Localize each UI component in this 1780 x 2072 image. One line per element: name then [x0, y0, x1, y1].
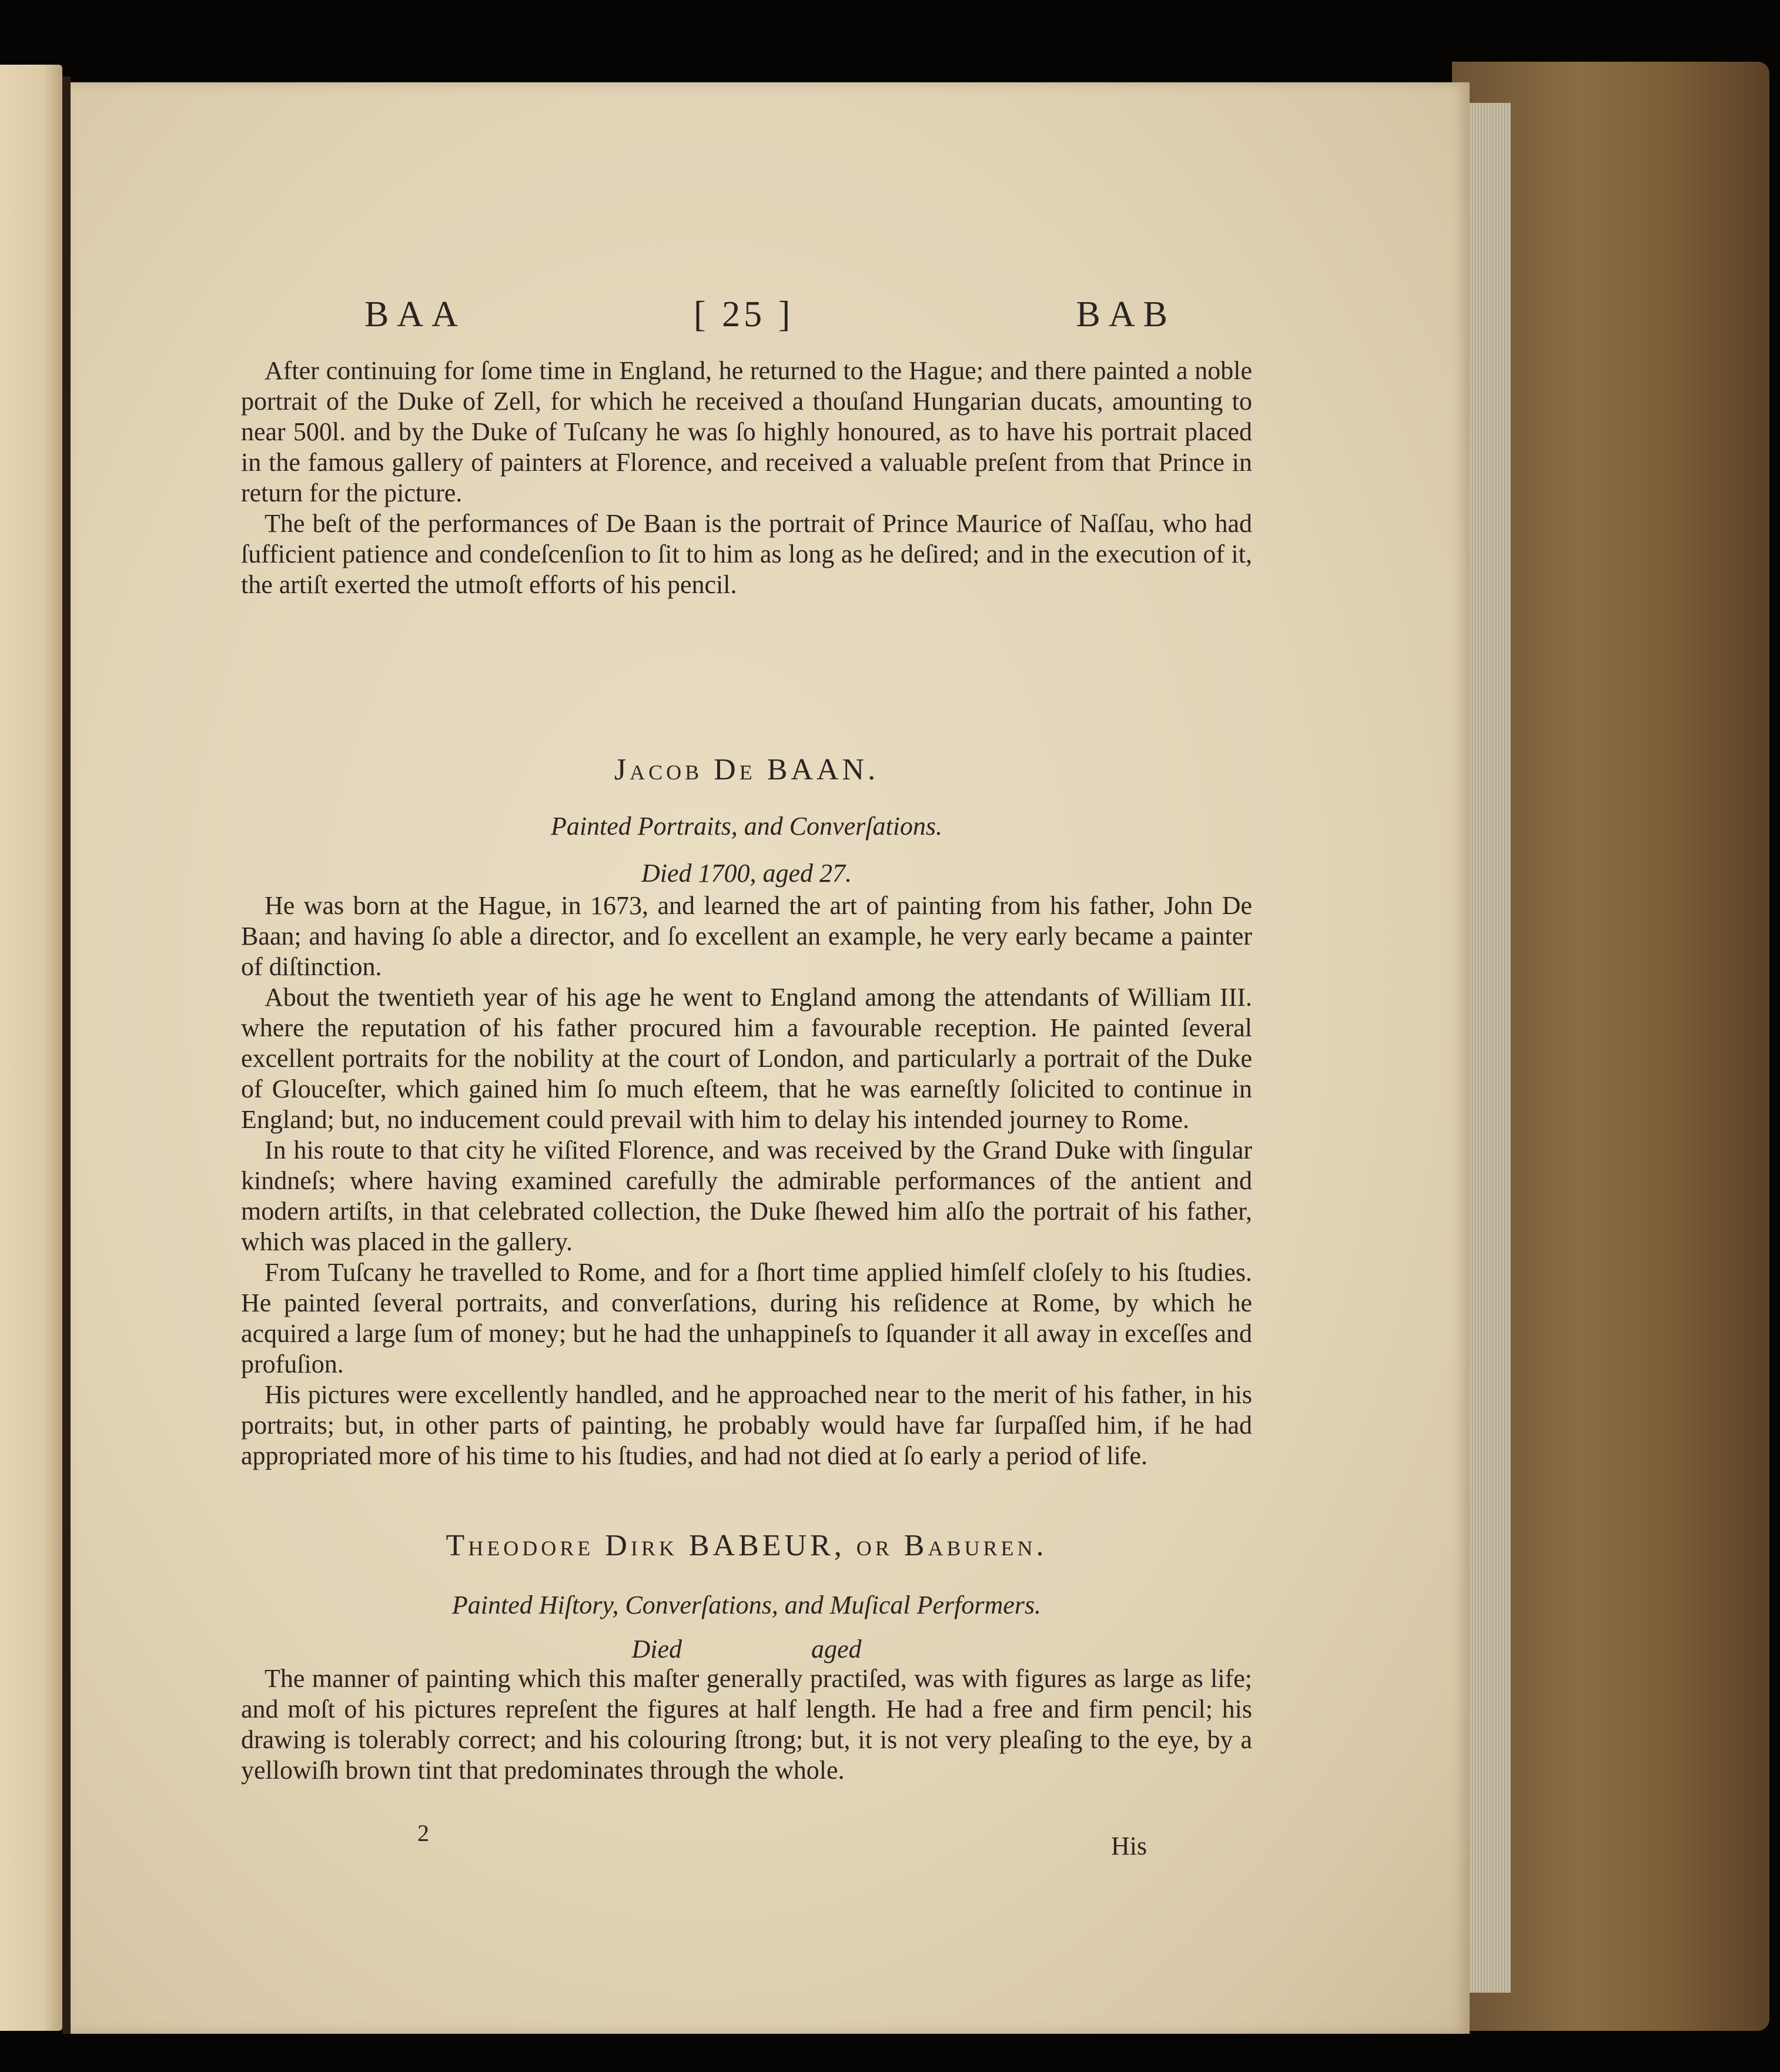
catchword: His — [1111, 1832, 1147, 1860]
entry-died: Died 1700, aged 27. — [641, 859, 852, 888]
paragraph: After continuing for ſome time in England, he returned to the Hague; and there painted a noble portrait of the Duke of Zell, for which he received a thouſand Hungarian ducats, amounting to near 500l. and by the Duke of Tuſcany he was ſo highly honoured, as to have his portrait placed in the famous gallery of painters at Florence, and received a valuable preſent from that Prince in return for the picture. — [241, 356, 1252, 507]
header-left-word: BAA — [364, 294, 466, 334]
signature-mark: 2 — [417, 1820, 429, 1846]
entry-died — [241, 1634, 1252, 1664]
entry-heading: Theodore Dirk BABEUR, or Baburen. — [446, 1529, 1048, 1562]
book-page — [71, 82, 1470, 2034]
aged-label: aged — [811, 1635, 862, 1663]
entry-heading: Jacob De BAAN. — [614, 753, 879, 786]
intro-text — [241, 356, 1252, 600]
gutter-shadow — [62, 76, 71, 2034]
header-right-word: BAB — [1076, 294, 1176, 334]
facing-page-edge — [0, 65, 62, 2031]
paragraph: His pictures were excellently handled, and he approached near to the merit of his father, in his portraits; but, in other parts of painting, he probably would have far ſurpaſſed him, if he had appropriated more of his time to his ſtudies, and had not died at ſo early a period of life. — [241, 1380, 1252, 1470]
paragraph: In his route to that city he viſited Florence, and was received by the Grand Duke with ſingular kindneſs; where having examined carefully the admirable performances of the antient and modern artiſts, in that celebrated collection, the Duke ſhewed him alſo the portrait of his father, which was placed in the gallery. — [241, 1136, 1252, 1256]
page-block-edge — [1470, 103, 1511, 1993]
paragraph: He was born at the Hague, in 1673, and learned the art of painting from his father, John De Baan; and having ſo able a director, and ſo excellent an example, he very early became a painter of diſtinction. — [241, 891, 1252, 981]
page-number: [ 25 ] — [694, 294, 794, 334]
entry-body — [241, 1663, 1252, 1786]
paragraph: The manner of painting which this maſter generally practiſed, was with figures as large as life; and moſt of his pictures repreſent the figures at half length. He had a free and firm pencil; his drawing is tolerably correct; and his colouring ſtrong; but, it is not very pleaſing to the eye, by a yellowiſh brown tint that predominates through the whole. — [241, 1664, 1252, 1785]
paragraph: The beſt of the performances of De Baan is the portrait of Prince Maurice of Naſſau, who had ſufficient patience and condeſcenſion to ſit to him as long as he deſired; and in the execution of it, the artiſt exerted the utmoſt efforts of his pencil. — [241, 509, 1252, 599]
paragraph: From Tuſcany he travelled to Rome, and for a ſhort time applied himſelf cloſely to his ſtudies. He painted ſeveral portraits, and converſations, during his reſidence at Rome, by which he acquired a large ſum of money; but he had the unhappineſs to ſquander it all away in exceſſes and profuſion. — [241, 1258, 1252, 1378]
died-label: Died — [631, 1635, 682, 1663]
entry-subtitle: Painted Hiſtory, Converſations, and Muſical Performers. — [451, 1591, 1042, 1619]
running-header — [364, 294, 1176, 359]
entry-subtitle: Painted Portraits, and Converſations. — [550, 812, 943, 841]
paragraph: About the twentieth year of his age he went to England among the attendants of William III. where the reputation of his father procured him a favourable reception. He painted ſeveral excellent portraits for the nobility at the court of London, and particularly a portrait of the Duke of Glouceſter, which gained him ſo much eſteem, that he was earneſtly ſolicited to continue in England; but, no inducement could prevail with him to delay his intended journey to Rome. — [241, 983, 1252, 1134]
entry-body — [241, 891, 1252, 1471]
